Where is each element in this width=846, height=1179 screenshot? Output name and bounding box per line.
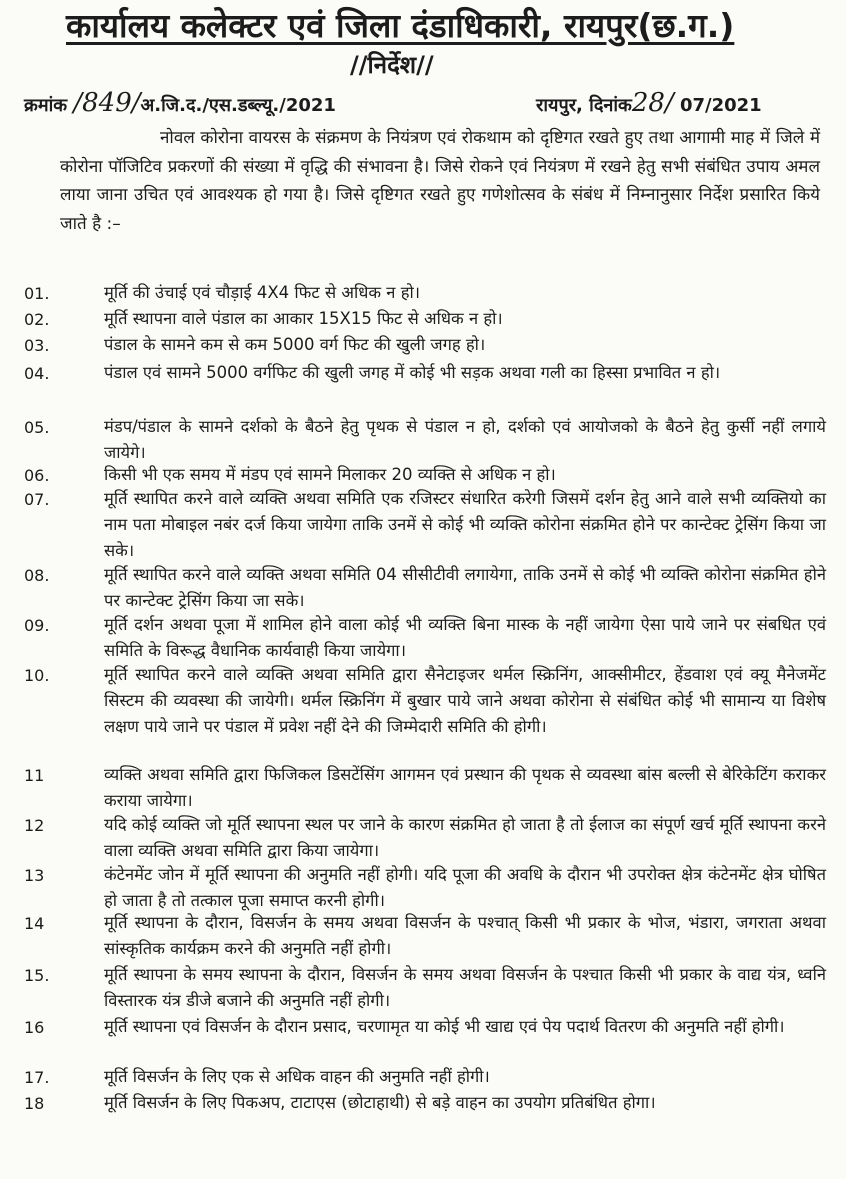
item-number: 15. [24,966,50,985]
item-number: 12 [24,816,45,835]
item-number: 11 [24,766,45,785]
item-number: 14 [24,914,45,933]
item-number: 08. [24,566,50,585]
item-text: पंडाल एवं सामने 5000 वर्गफिट की खुली जगह में कोई भी सड़क अथवा गली का हिस्सा प्रभावित न हो। [104,363,721,382]
item-text: कंटेनमेंट जोन में मूर्ति स्थापना की अनुमति नहीं होगी। यदि पूजा की अवधि के दौरान भी उपरोक्त क्षेत्र कंटेनमेंट क्षेत्र घोषित हो जाता है तो तत्काल पूजा समाप्त करनी होगी। [104,865,826,910]
item-text: मंडप/पंडाल के सामने दर्शको के बैठने हेतु पृथक से पंडाल न हो, दर्शको एवं आयोजको के बैठने हेतु कुर्सी नहीं लगाये जायेगे। [104,417,826,462]
reference-number [24,88,336,118]
item-number: 04. [24,364,50,383]
item-text: मूर्ति विसर्जन के लिए एक से अधिक वाहन की अनुमति नहीं होगी। [104,1067,490,1086]
item-number: 18 [24,1094,45,1113]
item-number: 02. [24,310,50,329]
reference-label: क्रमांक [24,95,68,116]
item-text: मूर्ति स्थापना वाले पंडाल का आकार 15X15 फिट से अधिक न हो। [104,309,503,328]
item-text: मूर्ति स्थापित करने वाले व्यक्ति अथवा समिति 04 सीसीटीवी लगायेगा, ताकि उनमें से कोई भी व्यक्ति कोरोना संक्रमित होने पर कान्टेक्ट ट्रेसिंग किया जा सके। [104,565,826,610]
item-text: मूर्ति स्थापित करने वाले व्यक्ति अथवा समिति एक रजिस्टर संधारित करेगी जिसमें दर्शन हेतु आने वाले सभी व्यक्तियो का नाम पता मोबाइल नबंर दर्ज किया जायेगा ताकि उनमें से कोई भी व्यक्ति कोरोना संक्रमित होने पर कान्टेक्ट ट्रेसिंग किया जा सके। [104,489,826,560]
item-text: व्यक्ति अथवा समिति द्वारा फिजिकल डिसटेंसिंग आगमन एवं प्रस्थान की पृथक से व्यवस्था बांस बल्ली से बेरिकेटिंग कराकर कराया जायेगा। [104,765,826,810]
item-number: 09. [24,616,50,635]
item-text: किसी भी एक समय में मंडप एवं सामने मिलाकर 20 व्यक्ति से अधिक न हो। [104,465,556,484]
intro-paragraph: नोवल कोरोना वायरस के संक्रमण के नियंत्रण एवं रोकथाम को दृष्टिगत रखते हुए तथा आगामी माह में जिले में कोरोना पॉजिटिव प्रकरणों की संख्या में वृद्धि की संभावना है। जिसे रोकने एवं नियंत्रण में रखने हेतु सभी संबंधित उपाय अमल लाया जाना उचित एवं आवश्यक हो गया है। जिसे दृष्टिगत रखते हुए गणेशोत्सव के संबंध में निम्नानुसार निर्देश प्रसारित किये जाते है :– [60,128,820,234]
item-number: 17. [24,1068,50,1087]
item-text: यदि कोई व्यक्ति जो मूर्ति स्थापना स्थल पर जाने के कारण संक्रमित हो जाता है तो ईलाज का संपूर्ण खर्च मूर्ति स्थापना करने वाला व्यक्ति अथवा समिति द्वारा किया जायेगा। [104,815,826,860]
reference-code: अ.जि.द./एस.डब्ल्यू./2021 [140,95,336,116]
item-text: मूर्ति दर्शन अथवा पूजा में शामिल होने वाला कोई भी व्यक्ति बिना मास्क के नहीं जायेगा ऐसा पाये जाने पर संबधित एवं समिति के विरूद्ध वैधानिक कार्यवाही किया जायेगा। [104,615,826,660]
item-text: मूर्ति स्थापित करने वाले व्यक्ति अथवा समिति द्वारा सैनेटाइजर थर्मल स्क्रिनिंग, आक्सीमीटर, हेंडवाश एवं क्यू मैनेजमेंट सिस्टम की व्यवस्था की जायेगी। थर्मल स्क्रिनिंग में बुखार पाये जाने अथवा कोरोना से संबंधित कोई भी सामान्य या विशेष लक्षण पाये जाने पर पंडाल में प्रवेश नहीं देने की जिम्मेदारी समिति की होगी। [104,665,826,736]
item-number: 16 [24,1018,45,1037]
date-handwritten-day: 28/ [631,88,674,118]
item-number: 10. [24,666,50,685]
item-number: 07. [24,490,50,509]
office-title: कार्यालय कलेक्टर एवं जिला दंडाधिकारी, रायपुर(छ.ग.) [66,6,735,45]
item-number: 06. [24,466,50,485]
reference-handwritten-number: /849/ [73,88,141,118]
item-text: मूर्ति स्थापना के समय स्थापना के दौरान, विसर्जन के समय अथवा विसर्जन के पश्चात किसी भी प्रकार के वाद्य यंत्र, ध्वनि विस्तारक यंत्र डीजे बजाने की अनुमति नहीं होगी। [104,965,826,1010]
item-text: मूर्ति स्थापना के दौरान, विसर्जन के समय अथवा विसर्जन के पश्चात् किसी भी प्रकार के भोज, भंडारा, जगराता अथवा सांस्कृतिक कार्यक्रम करने की अनुमति नहीं होगी। [104,913,826,958]
issue-date [536,88,762,118]
item-text: मूर्ति की उंचाई एवं चौड़ाई 4X4 फिट से अधिक न हो। [104,283,420,302]
date-month-year: 07/2021 [679,95,762,116]
document-type: //निर्देश// [350,51,434,79]
item-number: 03. [24,336,50,355]
item-number: 13 [24,866,45,885]
item-number: 01. [24,284,50,303]
item-text: मूर्ति विसर्जन के लिए पिकअप, टाटाएस (छोटाहाथी) से बड़े वाहन का उपयोग प्रतिबंधित होगा। [104,1093,656,1112]
date-prefix: रायपुर, दिनांक [536,95,632,116]
item-text: पंडाल के सामने कम से कम 5000 वर्ग फिट की खुली जगह हो। [104,335,486,354]
item-number: 05. [24,418,50,437]
item-text: मूर्ति स्थापना एवं विसर्जन के दौरान प्रसाद, चरणामृत या कोई भी खाद्य एवं पेय पदार्थ वितरण की अनुमति नहीं होगी। [104,1017,785,1036]
